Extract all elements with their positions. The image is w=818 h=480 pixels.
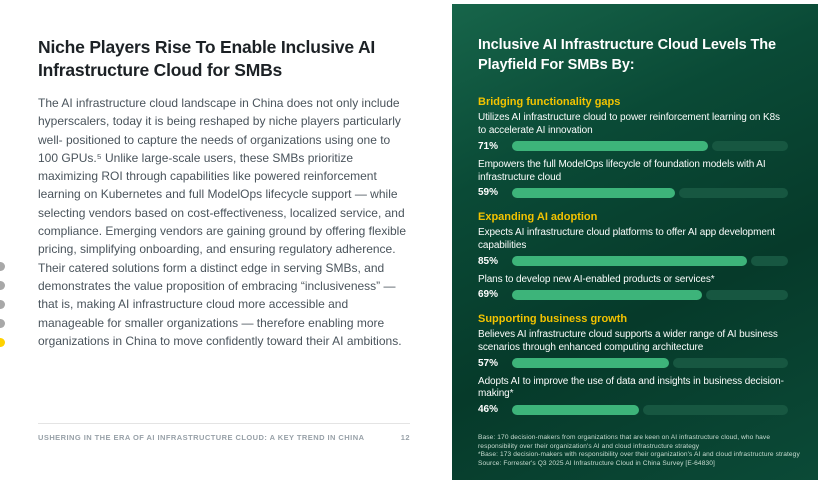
- footnote-base-173: *Base: 173 decision-makers with responsibility over their organization's AI and cloud infrastructure strategy: [478, 451, 800, 459]
- section-heading: Expanding AI adoption: [478, 211, 598, 224]
- progress-bar-fill: [512, 188, 675, 198]
- stat-bar-row: [478, 404, 788, 415]
- progress-bar: [512, 405, 788, 415]
- progress-bar: [512, 141, 788, 151]
- progress-bar: [512, 358, 788, 368]
- section-heading: Bridging functionality gaps: [478, 96, 621, 109]
- stat-bar-row: [478, 141, 788, 152]
- progress-bar: [512, 290, 788, 300]
- progress-bar: [512, 256, 788, 266]
- stat-bar-row: [478, 358, 788, 369]
- stat-label: Empowers the full ModelOps lifecycle of foundation models with AI infrastructure cloud: [478, 158, 766, 183]
- stat-label: Expects AI infrastructure cloud platforms to offer AI app development capabilities: [478, 227, 775, 251]
- page-title: Niche Players Rise To Enable Inclusive AI Infrastructure Cloud for SMBs: [38, 37, 376, 81]
- stat-percent: 69%: [478, 289, 499, 301]
- section-heading: Supporting business growth: [478, 313, 628, 326]
- stat-bar-row: [478, 256, 788, 267]
- stat-percent: 59%: [478, 187, 499, 199]
- progress-bar: [512, 188, 788, 198]
- panel-title: Inclusive AI Infrastructure Cloud Levels The Playfield For SMBs By:: [478, 37, 777, 73]
- progress-bar-fill: [512, 290, 702, 300]
- stats-panel: [452, 4, 818, 480]
- stat-bar-row: [478, 187, 788, 198]
- stat-percent: 71%: [478, 140, 499, 152]
- footnote-base-170: Base: 170 decision-makers from organizations that are keen on AI infrastructure cloud, who have responsibility over their organization's AI and cloud infrastructure strategy: [478, 434, 771, 450]
- page-footer: [38, 433, 410, 442]
- section-expanding-ai-adoption: [478, 211, 788, 300]
- progress-bar-track: [643, 405, 788, 415]
- footer-report-title: USHERING IN THE ERA OF AI INFRASTRUCTURE CLOUD: A KEY TREND IN CHINA: [38, 433, 365, 442]
- stat-label: Adopts AI to improve the use of data and insights in business decision-making*: [478, 375, 784, 400]
- progress-bar-track: [679, 188, 788, 198]
- progress-bar-track: [712, 141, 788, 151]
- progress-bar-fill: [512, 358, 669, 368]
- stat-label: Plans to develop new AI-enabled products or services*: [478, 273, 715, 285]
- footnotes: [478, 434, 800, 468]
- progress-bar-track: [673, 358, 788, 368]
- progress-bar-track: [706, 290, 788, 300]
- section-bridging-functionality-gaps: [478, 96, 788, 198]
- body-paragraph: The AI infrastructure cloud landscape in China does not only include hyperscalers, today it is being reshaped by niche players particularly well- positioned to capture the needs of organizations using one to 100 GPUs.⁵ Unlike large-scale users, these SMBs prioritize maximizing ROI through capabilities like powered reinforcement learning on Kubernetes and full ModelOps lifecycle support — while selecting vendors based on cost-effectiveness, localized service, and compliance. Emerging vendors are gaining ground by offering flexible pricing, simplifying onboarding, and ensuring regulatory adherence. Their catered solutions form a distinct edge in serving SMBs, and demonstrates the value proposition of embracing “inclusiveness” — that is, making AI infrastructure cloud more accessible and manageable for smaller organizations — therefore enabling more organizations in China to move confidently toward their AI ambitions.: [38, 96, 406, 348]
- footer-divider: [38, 423, 410, 424]
- page-number: 12: [400, 433, 410, 442]
- progress-bar-fill: [512, 141, 708, 151]
- footnote-source: Source: Forrester's Q3 2025 AI Infrastructure Cloud in China Survey [E-64830]: [478, 459, 715, 467]
- stat-label: Believes AI infrastructure cloud supports a wider range of AI business scenarios through enhanced computing architecture: [478, 329, 778, 354]
- stat-percent: 85%: [478, 255, 499, 267]
- stat-label: Utilizes AI infrastructure cloud to power reinforcement learning on K8s to accelerate AI innovation: [478, 112, 780, 137]
- section-supporting-business-growth: [478, 313, 788, 415]
- stat-percent: 46%: [478, 404, 499, 416]
- progress-bar-fill: [512, 256, 747, 266]
- progress-bar-fill: [512, 405, 639, 415]
- progress-bar-track: [751, 256, 788, 266]
- stat-percent: 57%: [478, 357, 499, 369]
- stat-bar-row: [478, 289, 788, 300]
